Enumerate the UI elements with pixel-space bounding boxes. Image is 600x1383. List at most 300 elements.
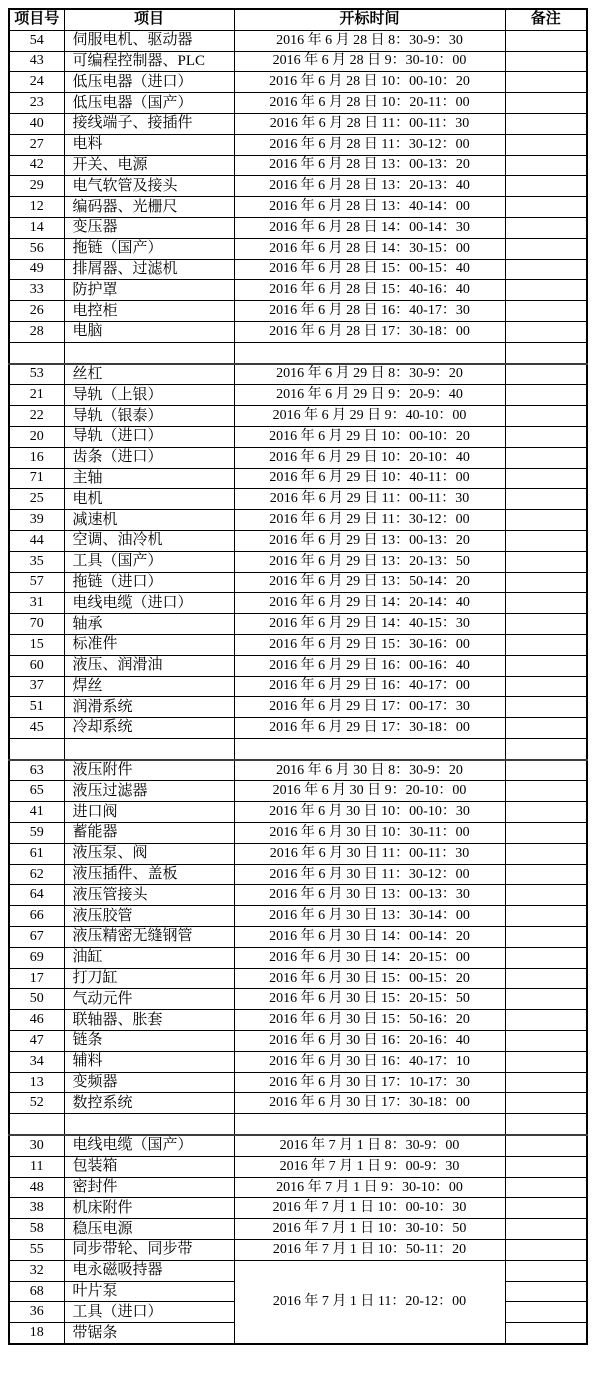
project-name-cell: 低压电器（国产）: [64, 93, 234, 114]
bid-time-cell: 2016 年 6 月 28 日 14：00-14：30: [234, 217, 505, 238]
project-no-cell: 20: [9, 426, 64, 447]
project-name-cell: 开关、电源: [64, 155, 234, 176]
bid-time-cell: 2016 年 6 月 29 日 16：00-16：40: [234, 655, 505, 676]
bid-time-cell: 2016 年 6 月 30 日 13：00-13：30: [234, 885, 505, 906]
project-no-cell: 64: [9, 885, 64, 906]
project-no-cell: 65: [9, 781, 64, 802]
remark-cell: [505, 1260, 587, 1281]
remark-cell: [505, 1302, 587, 1323]
project-name-cell: 电脑: [64, 321, 234, 342]
bid-time-cell: 2016 年 6 月 30 日 14：00-14：20: [234, 927, 505, 948]
project-no-cell: 17: [9, 968, 64, 989]
bid-time-cell: 2016 年 6 月 30 日 17：10-17：30: [234, 1072, 505, 1093]
bid-time-cell: 2016 年 6 月 29 日 17：00-17：30: [234, 697, 505, 718]
remark-cell: [505, 238, 587, 259]
bid-time-cell: 2016 年 6 月 28 日 16：40-17：30: [234, 301, 505, 322]
remark-cell: [505, 1093, 587, 1114]
project-name-cell: 电机: [64, 489, 234, 510]
table-row: [9, 238, 587, 259]
table-row: [9, 718, 587, 739]
separator-cell: [64, 342, 234, 363]
remark-cell: [505, 614, 587, 635]
remark-cell: [505, 113, 587, 134]
bid-time-cell: 2016 年 6 月 29 日 14：20-14：40: [234, 593, 505, 614]
project-no-cell: 49: [9, 259, 64, 280]
table-row: [9, 530, 587, 551]
bid-schedule-table: [8, 8, 588, 1345]
project-name-cell: 辅料: [64, 1051, 234, 1072]
bid-time-cell: 2016 年 6 月 29 日 16：40-17：00: [234, 676, 505, 697]
project-name-cell: 数控系统: [64, 1093, 234, 1114]
table-row: [9, 593, 587, 614]
separator-cell: [234, 738, 505, 759]
bid-time-cell: 2016 年 6 月 30 日 17：30-18：00: [234, 1093, 505, 1114]
remark-cell: [505, 30, 587, 51]
remark-cell: [505, 1219, 587, 1240]
project-name-cell: 链条: [64, 1031, 234, 1052]
bid-time-cell: 2016 年 6 月 28 日 14：30-15：00: [234, 238, 505, 259]
project-no-cell: 39: [9, 510, 64, 531]
project-no-cell: 60: [9, 655, 64, 676]
table-row: [9, 1051, 587, 1072]
project-no-cell: 33: [9, 280, 64, 301]
bid-time-cell: 2016 年 6 月 29 日 10：40-11：00: [234, 468, 505, 489]
remark-cell: [505, 426, 587, 447]
project-no-cell: 14: [9, 217, 64, 238]
project-name-cell: 接线端子、接插件: [64, 113, 234, 134]
project-name-cell: 防护罩: [64, 280, 234, 301]
project-name-cell: 工具（进口）: [64, 1302, 234, 1323]
table-row: [9, 468, 587, 489]
remark-cell: [505, 1135, 587, 1156]
bid-time-cell: 2016 年 6 月 28 日 10：00-10：20: [234, 72, 505, 93]
project-name-cell: 电气软管及接头: [64, 176, 234, 197]
project-no-cell: 54: [9, 30, 64, 51]
remark-cell: [505, 1031, 587, 1052]
bid-time-cell: 2016 年 6 月 30 日 15：00-15：20: [234, 968, 505, 989]
table-row: [9, 259, 587, 280]
project-no-cell: 52: [9, 1093, 64, 1114]
remark-cell: [505, 530, 587, 551]
bid-time-cell: 2016 年 6 月 29 日 13：20-13：50: [234, 551, 505, 572]
table-row: [9, 885, 587, 906]
project-name-cell: 轴承: [64, 614, 234, 635]
remark-cell: [505, 593, 587, 614]
table-row: [9, 781, 587, 802]
table-row: [9, 843, 587, 864]
section-separator-row: [9, 342, 587, 363]
bid-time-cell: 2016 年 6 月 29 日 10：20-10：40: [234, 447, 505, 468]
table-row: [9, 30, 587, 51]
table-row: [9, 406, 587, 427]
bid-time-cell: 2016 年 7 月 1 日 8：30-9：00: [234, 1135, 505, 1156]
project-name-cell: 冷却系统: [64, 718, 234, 739]
remark-cell: [505, 843, 587, 864]
table-row: [9, 760, 587, 781]
bid-time-cell: 2016 年 6 月 28 日 15：00-15：40: [234, 259, 505, 280]
project-no-cell: 24: [9, 72, 64, 93]
bid-time-cell: 2016 年 6 月 29 日 11：30-12：00: [234, 510, 505, 531]
project-no-cell: 51: [9, 697, 64, 718]
project-name-cell: 电线电缆（国产）: [64, 1135, 234, 1156]
table-row: [9, 697, 587, 718]
bid-time-cell: 2016 年 6 月 28 日 9：30-10：00: [234, 51, 505, 72]
project-no-cell: 15: [9, 634, 64, 655]
project-no-cell: 16: [9, 447, 64, 468]
project-name-cell: 同步带轮、同步带: [64, 1240, 234, 1261]
remark-cell: [505, 155, 587, 176]
table-row: [9, 217, 587, 238]
table-row: [9, 989, 587, 1010]
bid-schedule-container: [8, 8, 588, 1345]
remark-cell: [505, 51, 587, 72]
bid-time-cell: 2016 年 6 月 29 日 8：30-9：20: [234, 364, 505, 385]
table-row: [9, 176, 587, 197]
bid-time-cell: 2016 年 7 月 1 日 10：00-10：30: [234, 1198, 505, 1219]
project-no-cell: 11: [9, 1156, 64, 1177]
bid-time-cell: 2016 年 6 月 28 日 13：00-13：20: [234, 155, 505, 176]
remark-cell: [505, 1010, 587, 1031]
bid-time-cell: 2016 年 6 月 28 日 10：20-11：00: [234, 93, 505, 114]
col-header-remark: 备注: [505, 9, 587, 30]
project-no-cell: 35: [9, 551, 64, 572]
project-name-cell: 标准件: [64, 634, 234, 655]
table-row: [9, 280, 587, 301]
project-no-cell: 18: [9, 1323, 64, 1344]
table-row: [9, 301, 587, 322]
project-name-cell: 润滑系统: [64, 697, 234, 718]
project-name-cell: 主轴: [64, 468, 234, 489]
project-name-cell: 导轨（上银）: [64, 385, 234, 406]
bid-time-cell: 2016 年 6 月 28 日 11：00-11：30: [234, 113, 505, 134]
project-name-cell: 可编程控制器、PLC: [64, 51, 234, 72]
table-row: [9, 197, 587, 218]
project-name-cell: 密封件: [64, 1177, 234, 1198]
remark-cell: [505, 385, 587, 406]
project-name-cell: 空调、油冷机: [64, 530, 234, 551]
project-name-cell: 电料: [64, 134, 234, 155]
bid-time-cell: 2016 年 6 月 28 日 13：40-14：00: [234, 197, 505, 218]
project-name-cell: 焊丝: [64, 676, 234, 697]
project-name-cell: 油缸: [64, 947, 234, 968]
project-no-cell: 27: [9, 134, 64, 155]
project-no-cell: 50: [9, 989, 64, 1010]
project-no-cell: 42: [9, 155, 64, 176]
remark-cell: [505, 321, 587, 342]
project-no-cell: 22: [9, 406, 64, 427]
project-name-cell: 拖链（进口）: [64, 572, 234, 593]
table-row: [9, 1156, 587, 1177]
table-header-row: [9, 9, 587, 30]
remark-cell: [505, 72, 587, 93]
bid-time-cell: 2016 年 6 月 29 日 13：50-14：20: [234, 572, 505, 593]
remark-cell: [505, 655, 587, 676]
remark-cell: [505, 760, 587, 781]
project-no-cell: 34: [9, 1051, 64, 1072]
table-row: [9, 1031, 587, 1052]
project-no-cell: 23: [9, 93, 64, 114]
remark-cell: [505, 864, 587, 885]
table-row: [9, 1010, 587, 1031]
bid-time-cell: 2016 年 7 月 1 日 9：00-9：30: [234, 1156, 505, 1177]
table-row: [9, 676, 587, 697]
project-name-cell: 伺服电机、驱动器: [64, 30, 234, 51]
bid-time-cell: 2016 年 6 月 30 日 11：00-11：30: [234, 843, 505, 864]
separator-cell: [505, 1114, 587, 1135]
remark-cell: [505, 301, 587, 322]
separator-cell: [234, 1114, 505, 1135]
bid-time-cell: 2016 年 6 月 29 日 15：30-16：00: [234, 634, 505, 655]
project-no-cell: 38: [9, 1198, 64, 1219]
remark-cell: [505, 551, 587, 572]
table-row: [9, 1072, 587, 1093]
project-name-cell: 排屑器、过滤机: [64, 259, 234, 280]
remark-cell: [505, 634, 587, 655]
project-no-cell: 67: [9, 927, 64, 948]
bid-time-cell: 2016 年 6 月 30 日 8：30-9：20: [234, 760, 505, 781]
project-no-cell: 68: [9, 1281, 64, 1302]
project-no-cell: 57: [9, 572, 64, 593]
project-no-cell: 30: [9, 1135, 64, 1156]
project-no-cell: 66: [9, 906, 64, 927]
remark-cell: [505, 406, 587, 427]
bid-time-cell: 2016 年 7 月 1 日 10：50-11：20: [234, 1240, 505, 1261]
table-row: [9, 510, 587, 531]
project-name-cell: 液压精密无缝钢管: [64, 927, 234, 948]
project-name-cell: 气动元件: [64, 989, 234, 1010]
table-row: [9, 614, 587, 635]
remark-cell: [505, 823, 587, 844]
table-row: [9, 113, 587, 134]
bid-time-cell: 2016 年 6 月 28 日 17：30-18：00: [234, 321, 505, 342]
table-row: [9, 906, 587, 927]
table-row: [9, 1219, 587, 1240]
col-header-project-name: 项目: [64, 9, 234, 30]
remark-cell: [505, 1198, 587, 1219]
project-name-cell: 带锯条: [64, 1323, 234, 1344]
table-row: [9, 93, 587, 114]
bid-time-cell: 2016 年 6 月 30 日 15：20-15：50: [234, 989, 505, 1010]
project-no-cell: 13: [9, 1072, 64, 1093]
remark-cell: [505, 676, 587, 697]
remark-cell: [505, 947, 587, 968]
project-no-cell: 55: [9, 1240, 64, 1261]
separator-cell: [505, 738, 587, 759]
project-no-cell: 29: [9, 176, 64, 197]
bid-time-cell: 2016 年 6 月 30 日 10：00-10：30: [234, 802, 505, 823]
remark-cell: [505, 697, 587, 718]
schedule-table-body: [9, 30, 587, 1344]
remark-cell: [505, 1240, 587, 1261]
bid-time-cell: 2016 年 6 月 30 日 11：30-12：00: [234, 864, 505, 885]
bid-time-cell: 2016 年 6 月 30 日 15：50-16：20: [234, 1010, 505, 1031]
project-name-cell: 打刀缸: [64, 968, 234, 989]
project-name-cell: 液压管接头: [64, 885, 234, 906]
bid-time-cell: 2016 年 6 月 29 日 10：00-10：20: [234, 426, 505, 447]
table-row: [9, 1240, 587, 1261]
project-name-cell: 机床附件: [64, 1198, 234, 1219]
col-header-bid-time: 开标时间: [234, 9, 505, 30]
remark-cell: [505, 906, 587, 927]
remark-cell: [505, 1156, 587, 1177]
project-no-cell: 36: [9, 1302, 64, 1323]
project-no-cell: 53: [9, 364, 64, 385]
bid-time-cell: 2016 年 6 月 29 日 17：30-18：00: [234, 718, 505, 739]
table-row: [9, 864, 587, 885]
remark-cell: [505, 781, 587, 802]
project-no-cell: 62: [9, 864, 64, 885]
remark-cell: [505, 1281, 587, 1302]
bid-time-cell: 2016 年 6 月 29 日 11：00-11：30: [234, 489, 505, 510]
bid-time-cell: 2016 年 6 月 28 日 8：30-9：30: [234, 30, 505, 51]
remark-cell: [505, 510, 587, 531]
remark-cell: [505, 1323, 587, 1344]
table-row: [9, 426, 587, 447]
bid-time-cell: 2016 年 6 月 30 日 9：20-10：00: [234, 781, 505, 802]
remark-cell: [505, 1177, 587, 1198]
table-row: [9, 155, 587, 176]
remark-cell: [505, 134, 587, 155]
bid-time-cell: 2016 年 6 月 28 日 13：20-13：40: [234, 176, 505, 197]
project-no-cell: 71: [9, 468, 64, 489]
project-name-cell: 蓄能器: [64, 823, 234, 844]
remark-cell: [505, 176, 587, 197]
project-no-cell: 28: [9, 321, 64, 342]
remark-cell: [505, 364, 587, 385]
table-row: [9, 385, 587, 406]
project-no-cell: 48: [9, 1177, 64, 1198]
table-row: [9, 1198, 587, 1219]
table-row: [9, 72, 587, 93]
project-name-cell: 液压过滤器: [64, 781, 234, 802]
project-name-cell: 包装箱: [64, 1156, 234, 1177]
table-row: [9, 802, 587, 823]
project-name-cell: 丝杠: [64, 364, 234, 385]
table-row: [9, 1135, 587, 1156]
project-no-cell: 45: [9, 718, 64, 739]
separator-cell: [9, 738, 64, 759]
bid-time-cell: 2016 年 6 月 29 日 13：00-13：20: [234, 530, 505, 551]
remark-cell: [505, 280, 587, 301]
project-no-cell: 70: [9, 614, 64, 635]
project-no-cell: 40: [9, 113, 64, 134]
table-row: [9, 1260, 587, 1281]
project-name-cell: 液压、润滑油: [64, 655, 234, 676]
table-row: [9, 447, 587, 468]
project-name-cell: 变频器: [64, 1072, 234, 1093]
project-no-cell: 46: [9, 1010, 64, 1031]
project-no-cell: 31: [9, 593, 64, 614]
project-no-cell: 26: [9, 301, 64, 322]
project-name-cell: 电控柜: [64, 301, 234, 322]
remark-cell: [505, 1072, 587, 1093]
bid-time-cell: 2016 年 6 月 30 日 16：40-17：10: [234, 1051, 505, 1072]
remark-cell: [505, 718, 587, 739]
bid-time-cell: 2016 年 6 月 30 日 16：20-16：40: [234, 1031, 505, 1052]
table-row: [9, 1177, 587, 1198]
table-row: [9, 634, 587, 655]
table-row: [9, 321, 587, 342]
bid-time-cell: 2016 年 6 月 29 日 9：20-9：40: [234, 385, 505, 406]
project-name-cell: 液压插件、盖板: [64, 864, 234, 885]
separator-cell: [234, 342, 505, 363]
bid-time-cell: 2016 年 7 月 1 日 9：30-10：00: [234, 1177, 505, 1198]
bid-time-cell: 2016 年 6 月 29 日 9：40-10：00: [234, 406, 505, 427]
remark-cell: [505, 802, 587, 823]
project-name-cell: 变压器: [64, 217, 234, 238]
project-name-cell: 导轨（进口）: [64, 426, 234, 447]
project-name-cell: 进口阀: [64, 802, 234, 823]
remark-cell: [505, 572, 587, 593]
remark-cell: [505, 468, 587, 489]
table-row: [9, 947, 587, 968]
project-no-cell: 43: [9, 51, 64, 72]
project-name-cell: 电线电缆（进口）: [64, 593, 234, 614]
remark-cell: [505, 197, 587, 218]
project-no-cell: 59: [9, 823, 64, 844]
bid-time-cell: 2016 年 6 月 28 日 11：30-12：00: [234, 134, 505, 155]
project-no-cell: 32: [9, 1260, 64, 1281]
bid-time-cell: 2016 年 7 月 1 日 10：30-10：50: [234, 1219, 505, 1240]
project-name-cell: 液压泵、阀: [64, 843, 234, 864]
project-no-cell: 21: [9, 385, 64, 406]
project-name-cell: 拖链（国产）: [64, 238, 234, 259]
bid-time-cell: 2016 年 6 月 30 日 10：30-11：00: [234, 823, 505, 844]
project-name-cell: 叶片泵: [64, 1281, 234, 1302]
table-row: [9, 572, 587, 593]
table-row: [9, 1093, 587, 1114]
project-name-cell: 液压胶管: [64, 906, 234, 927]
remark-cell: [505, 968, 587, 989]
section-separator-row: [9, 738, 587, 759]
project-no-cell: 44: [9, 530, 64, 551]
remark-cell: [505, 927, 587, 948]
project-no-cell: 69: [9, 947, 64, 968]
project-no-cell: 25: [9, 489, 64, 510]
table-row: [9, 823, 587, 844]
project-name-cell: 导轨（银泰）: [64, 406, 234, 427]
project-name-cell: 液压附件: [64, 760, 234, 781]
remark-cell: [505, 989, 587, 1010]
project-name-cell: 低压电器（进口）: [64, 72, 234, 93]
project-no-cell: 58: [9, 1219, 64, 1240]
project-no-cell: 41: [9, 802, 64, 823]
table-row: [9, 968, 587, 989]
remark-cell: [505, 93, 587, 114]
project-no-cell: 56: [9, 238, 64, 259]
table-row: [9, 927, 587, 948]
table-row: [9, 364, 587, 385]
project-name-cell: 工具（国产）: [64, 551, 234, 572]
project-name-cell: 联轴器、胀套: [64, 1010, 234, 1031]
project-no-cell: 47: [9, 1031, 64, 1052]
col-header-project-no: 项目号: [9, 9, 64, 30]
table-row: [9, 134, 587, 155]
bid-time-cell: 2016 年 6 月 30 日 14：20-15：00: [234, 947, 505, 968]
project-name-cell: 齿条（进口）: [64, 447, 234, 468]
table-row: [9, 551, 587, 572]
section-separator-row: [9, 1114, 587, 1135]
table-row: [9, 489, 587, 510]
separator-cell: [9, 342, 64, 363]
remark-cell: [505, 1051, 587, 1072]
project-name-cell: 减速机: [64, 510, 234, 531]
separator-cell: [9, 1114, 64, 1135]
remark-cell: [505, 447, 587, 468]
bid-time-cell-merged: 2016 年 7 月 1 日 11：20-12：00: [234, 1260, 505, 1344]
separator-cell: [505, 342, 587, 363]
project-no-cell: 37: [9, 676, 64, 697]
